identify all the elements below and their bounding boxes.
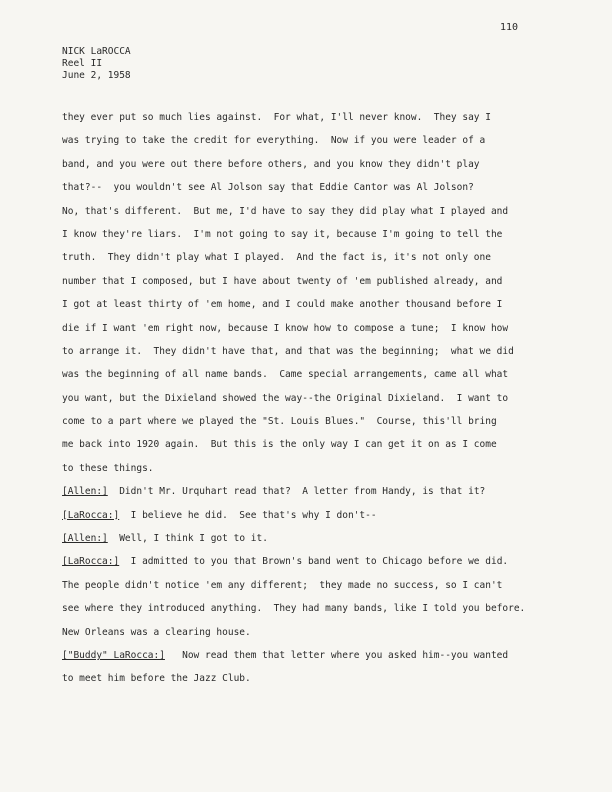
- transcript-line: [62, 550, 562, 573]
- line-text: Now read them that letter where you asked him--you wanted: [164, 649, 509, 661]
- transcript-line: [62, 433, 562, 456]
- line-text: Didn't Mr. Urquhart read that? A letter from Handy, is that it?: [107, 486, 486, 498]
- transcript-line: [62, 153, 562, 176]
- transcript-line: [62, 504, 562, 527]
- line-text: I know they're liars. I'm not going to say it, because I'm going to tell the: [62, 228, 503, 240]
- line-text: No, that's different. But me, I'd have to say they did play what I played and: [62, 205, 509, 217]
- reel-label: Reel II: [62, 58, 103, 69]
- line-text: you want, but the Dixieland showed the way--the Original Dixieland. I want to: [62, 392, 509, 404]
- transcript-body: [62, 106, 562, 691]
- line-text: die if I want 'em right now, because I know how to compose a tune; I know how: [62, 322, 509, 334]
- line-text: they ever put so much lies against. For what, I'll never know. They say I: [62, 112, 491, 123]
- line-text: The people didn't notice 'em any different; they made no success, so I can't: [62, 579, 503, 591]
- line-text: to meet him before the Jazz Club.: [62, 673, 251, 685]
- transcript-header: [62, 46, 131, 82]
- transcript-line: [62, 644, 562, 667]
- transcript-line: [62, 597, 562, 620]
- line-text: see where they introduced anything. They had many bands, like I told you before.: [62, 603, 526, 615]
- transcript-line: [62, 270, 562, 293]
- line-text: I admitted to you that Brown's band went to Chicago before we did.: [119, 556, 509, 568]
- transcript-line: [62, 200, 562, 223]
- line-text: Well, I think I got to it.: [107, 533, 268, 545]
- line-text: I got at least thirty of 'em home, and I could make another thousand before I: [62, 299, 503, 311]
- transcript-line: [62, 363, 562, 386]
- line-text: number that I composed, but I have about twenty of 'em published already, and: [62, 275, 503, 287]
- transcript-line: [62, 176, 562, 199]
- transcript-line: [62, 129, 562, 152]
- speaker-label: ["Buddy" LaRocca:]: [62, 649, 165, 661]
- line-text: I believe he did. See that's why I don't--: [119, 509, 377, 521]
- line-text: come to a part where we played the "St. Louis Blues." Course, this'll bring: [62, 416, 497, 428]
- transcript-line: [62, 527, 562, 550]
- line-text: that?-- you wouldn't see Al Jolson say that Eddie Cantor was Al Jolson?: [62, 182, 474, 194]
- transcript-line: [62, 457, 562, 480]
- speaker-label: [LaRocca:]: [62, 509, 120, 521]
- transcript-line: [62, 246, 562, 269]
- line-text: me back into 1920 again. But this is the only way I can get it on as I come: [62, 439, 497, 451]
- line-text: was the beginning of all name bands. Came special arrangements, came all what: [62, 369, 509, 381]
- transcript-line: [62, 667, 562, 690]
- line-text: to arrange it. They didn't have that, and that was the beginning; what we did: [62, 345, 514, 357]
- line-text: truth. They didn't play what I played. And the fact is, it's not only one: [62, 252, 491, 264]
- transcript-line: [62, 106, 562, 129]
- transcript-line: [62, 340, 562, 363]
- page-number: 110: [500, 22, 519, 33]
- line-text: to these things.: [62, 462, 154, 474]
- transcript-line: [62, 621, 562, 644]
- transcript-line: [62, 293, 562, 316]
- line-text: band, and you were out there before others, and you know they didn't play: [62, 158, 480, 170]
- transcript-line: [62, 410, 562, 433]
- transcript-line: [62, 387, 562, 410]
- interviewee-name: NICK LaROCCA: [62, 46, 131, 57]
- interview-date: June 2, 1958: [62, 70, 131, 81]
- line-text: New Orleans was a clearing house.: [62, 626, 251, 638]
- transcript-line: [62, 223, 562, 246]
- transcript-line: [62, 574, 562, 597]
- speaker-label: [Allen:]: [62, 533, 108, 545]
- line-text: was trying to take the credit for everything. Now if you were leader of a: [62, 135, 486, 147]
- transcript-line: [62, 480, 562, 503]
- speaker-label: [LaRocca:]: [62, 556, 120, 568]
- transcript-line: [62, 317, 562, 340]
- speaker-label: [Allen:]: [62, 486, 108, 498]
